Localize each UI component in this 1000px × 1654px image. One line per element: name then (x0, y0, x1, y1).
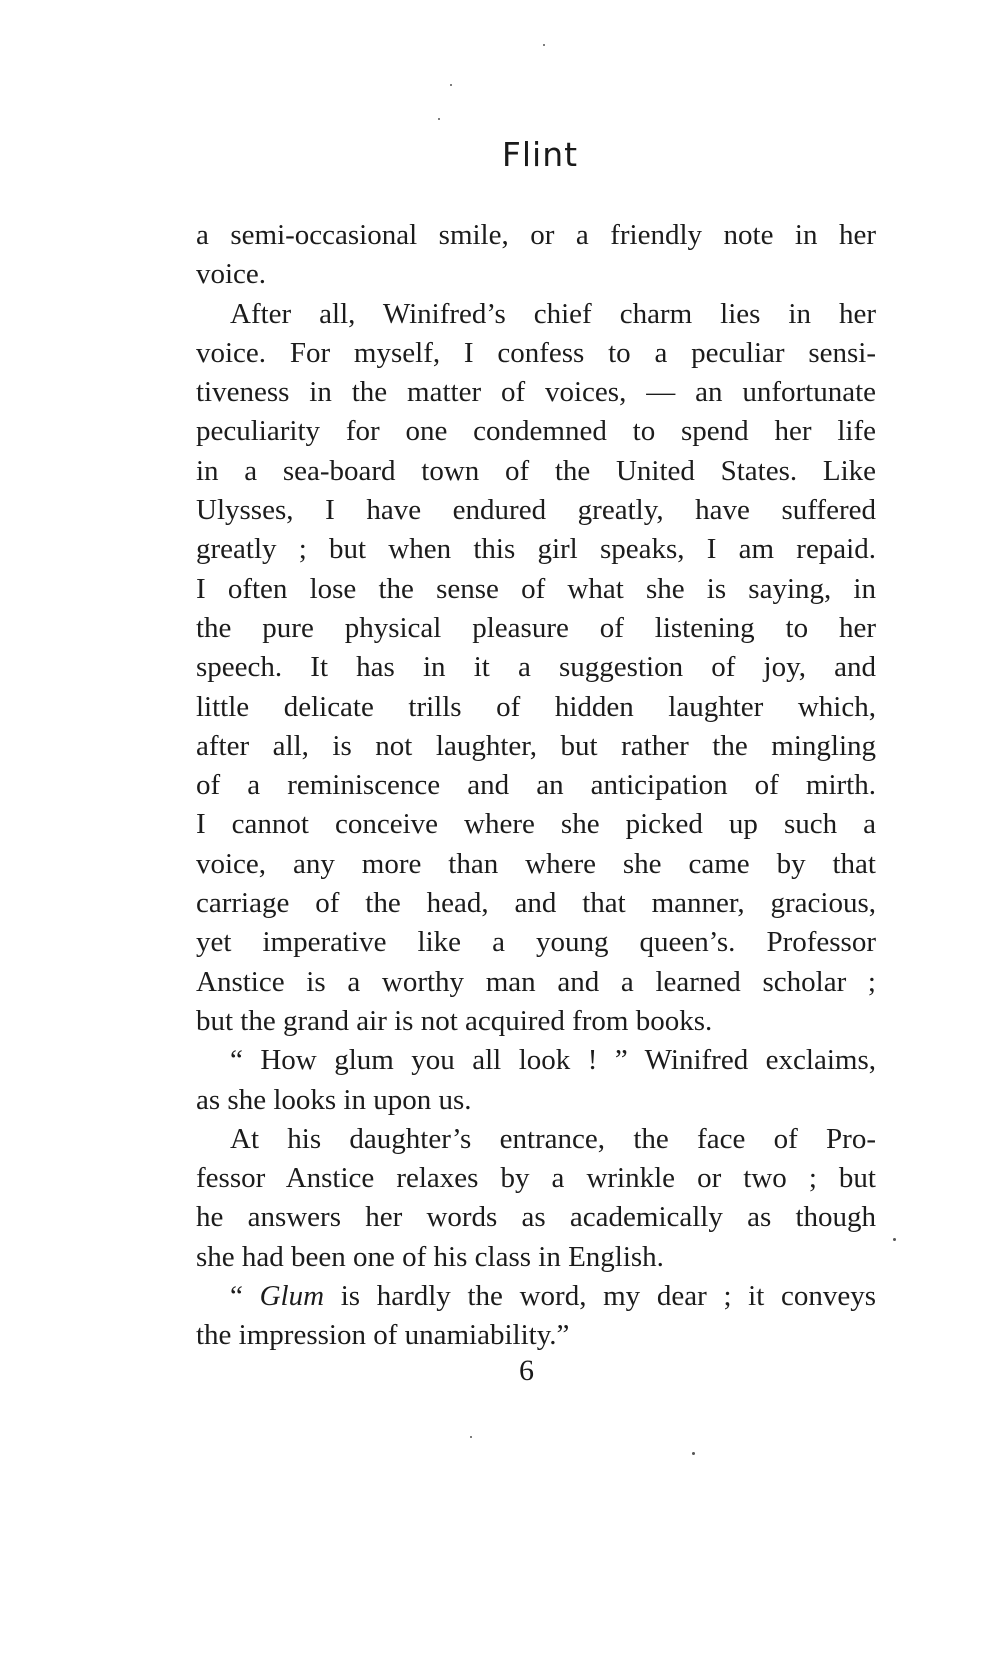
running-head: Flint (501, 135, 579, 174)
text-line: voice. For myself, I confess to a peculiar sensi- (196, 336, 876, 369)
text-line: voice. (196, 258, 267, 291)
text-line: greatly ; but when this girl speaks, I am repaid. (196, 533, 876, 566)
text-line: tiveness in the matter of voices, — an unfortunate (196, 376, 876, 409)
text-line: I cannot conceive where she picked up such a (196, 808, 876, 841)
text-line: fessor Anstice relaxes by a wrinkle or two ; but (196, 1162, 876, 1195)
text-line: he answers her words as academically as though (196, 1201, 876, 1234)
text-line: speech. It has in it a suggestion of joy, and (196, 651, 876, 684)
scan-speck (893, 1238, 896, 1241)
text-line: a semi-occasional smile, or a friendly note in her (196, 219, 876, 251)
text-line: voice, any more than where she came by that (196, 847, 876, 880)
text-line: I often lose the sense of what she is saying, in (196, 572, 876, 605)
text-line: little delicate trills of hidden laughter which, (196, 690, 876, 723)
text-line: carriage of the head, and that manner, gracious, (196, 887, 876, 920)
text-line: of a reminiscence and an anticipation of mirth. (196, 769, 876, 802)
text-line: yet imperative like a young queen’s. Professor (196, 926, 876, 959)
text-line: after all, is not laughter, but rather the mingling (196, 729, 876, 762)
scan-speck (470, 1436, 472, 1438)
text-line: “ How glum you all look ! ” Winifred exclaims, (230, 1044, 876, 1077)
scan-speck (692, 1452, 695, 1455)
text-line: as she looks in upon us. (196, 1083, 472, 1116)
italic-word: Glum (259, 1280, 325, 1313)
scan-speck (438, 118, 440, 120)
text-line: Ulysses, I have endured greatly, have suffered (196, 494, 876, 527)
text-line: but the grand air is not acquired from books. (196, 1004, 713, 1037)
text-line: After all, Winifred’s chief charm lies in her (230, 297, 876, 330)
text-line: the pure physical pleasure of listening to her (196, 611, 876, 644)
body-text (196, 216, 876, 1356)
text-line: Anstice is a worthy man and a learned scholar ; (196, 965, 876, 998)
text-line: peculiarity for one condemned to spend her life (196, 415, 876, 448)
scan-speck (543, 44, 545, 46)
text-line: “ Glum is hardly the word, my dear ; it conveys (230, 1280, 876, 1313)
text-line: At his daughter’s entrance, the face of Pro- (230, 1122, 876, 1155)
text-line: the impression of unamiability.” (196, 1319, 570, 1352)
scan-speck (450, 84, 452, 86)
page-number: 6 (519, 1354, 534, 1387)
text-line: she had been one of his class in English. (196, 1240, 664, 1273)
text-line: in a sea-board town of the United States. Like (196, 454, 876, 487)
